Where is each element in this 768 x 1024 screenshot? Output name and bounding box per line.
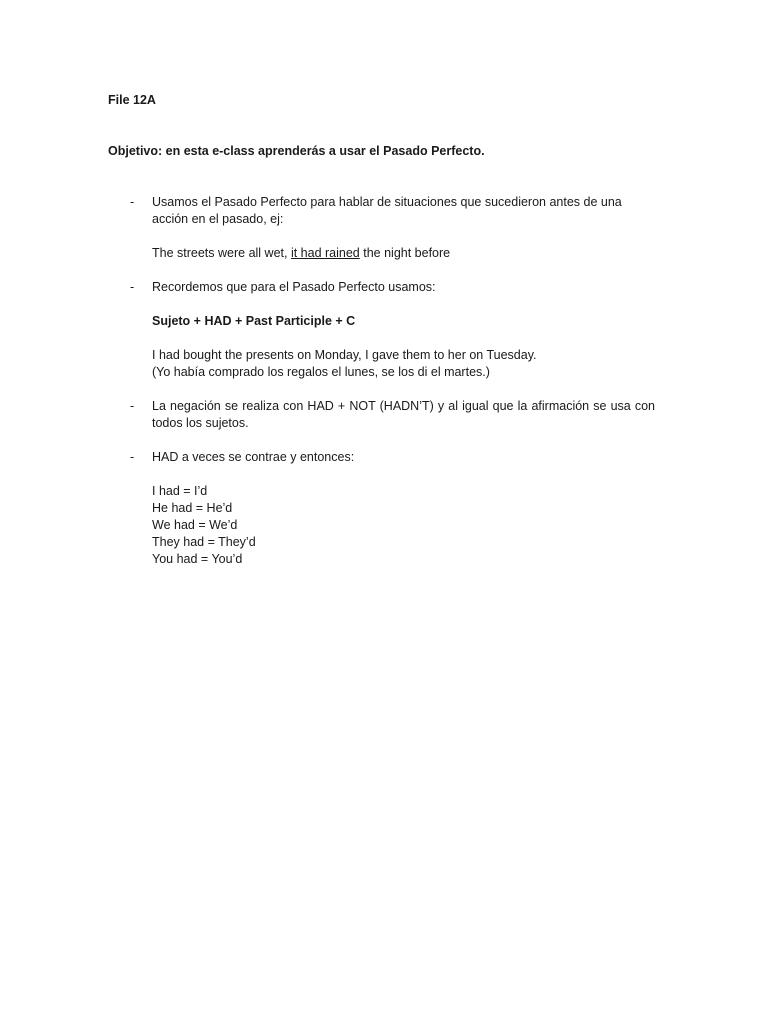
bullet-marker: -	[130, 399, 135, 413]
section-1-example	[152, 245, 450, 262]
document-title: File 12A	[108, 93, 156, 107]
formula-text: Sujeto + HAD + Past Participle + C	[152, 314, 356, 328]
objective-text: Objetivo: en esta e-class aprenderás a usar el Pasado Perfecto.	[108, 144, 485, 158]
bullet-marker: -	[130, 280, 135, 294]
example-before: The streets were all wet,	[152, 246, 291, 260]
contraction-item: We had = We’d	[152, 518, 238, 532]
example-line-english: I had bought the presents on Monday, I gave them to her on Tuesday.	[152, 348, 537, 362]
contraction-item: He had = He’d	[152, 501, 233, 515]
section-3-text: La negación se realiza con HAD + NOT (HADN’T) y al igual que la afirmación se usa con todos los sujetos.	[152, 399, 655, 430]
example-line-spanish: (Yo había comprado los regalos el lunes, se los di el martes.)	[152, 365, 490, 379]
section-2-example	[152, 347, 537, 381]
section-2-text: Recordemos que para el Pasado Perfecto usamos:	[152, 280, 436, 294]
example-after: the night before	[359, 246, 451, 260]
bullet-marker: -	[130, 195, 135, 209]
contractions-list	[152, 483, 256, 568]
section-1-text: Usamos el Pasado Perfecto para hablar de situaciones que sucedieron antes de una acción en el pasado, ej:	[152, 195, 622, 226]
bullet-marker: -	[130, 450, 135, 464]
section-4-text: HAD a veces se contrae y entonces:	[152, 450, 355, 464]
contraction-item: You had = You’d	[152, 552, 243, 566]
contraction-item: They had = They’d	[152, 535, 256, 549]
contraction-item: I had = I’d	[152, 484, 208, 498]
example-underlined: it had rained	[290, 246, 360, 260]
